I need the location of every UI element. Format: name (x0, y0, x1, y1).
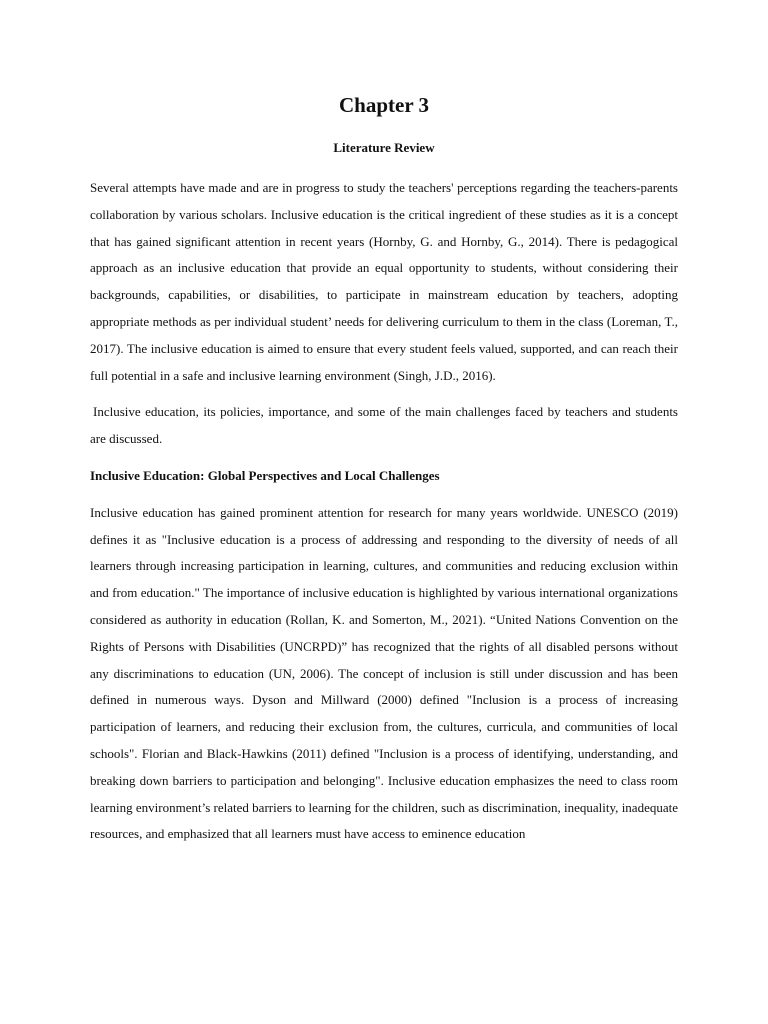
section-heading: Literature Review (333, 140, 435, 155)
document-page (90, 88, 678, 858)
chapter-title: Chapter 3 (338, 93, 430, 117)
subheading: Inclusive Education: Global Perspectives and Local Challenges (90, 467, 440, 483)
paragraph-intro: Several attempts have made and are in progress to study the teachers' perceptions regarding the teachers-parents collaboration by various scholars. Inclusive education is the critical ingredient of these studies as it is a concept that has gained significant attention in recent years (Hornby, G. and Hornby, G., 2014). There is pedagogical approach as an inclusive education that provide an equal opportunity to students, without considering their backgrounds, capabilities, or disabilities, to participate in mainstream education by teachers, adopting appropriate methods as per individual student’ needs for delivering curriculum to them in the class (Loreman, T., 2017). The inclusive education is aimed to ensure that every student feels valued, supported, and can reach their full potential in a safe and inclusive learning environment (Singh, J.D., 2016). (90, 180, 678, 383)
paragraph-body: Inclusive education has gained prominent attention for research for many years worldwide. UNESCO (2019) defines it as "Inclusive education is a process of addressing and responding to the diversity of needs of all learners through increasing participation in learning, cultures, and communities and reducing exclusion within and from education." The importance of inclusive education is highlighted by various international organizations considered as authority in education (Rollan, K. and Somerton, M., 2021). “United Nations Convention on the Rights of Persons with Disabilities (UNCRPD)” has recognized that the rights of all disabled persons without any discriminations to education (UN, 2006). The concept of inclusion is still under discussion and has been defined in numerous ways. Dyson and Millward (2000) defined "Inclusion is a process of increasing participation of learners, and reducing their exclusion from, the cultures, curricula, and communities of local schools". Florian and Black-Hawkins (2011) defined "Inclusion is a process of identifying, understanding, and breaking down barriers to participation and belonging". Inclusive education emphasizes the need to class room learning environment’s related barriers to learning for the children, such as discrimination, inequality, inadequate resources, and emphasized that all learners must have access to eminence education (90, 504, 678, 842)
paragraph-summary: Inclusive education, its policies, importance, and some of the main challenges faced by teachers and students are discussed. (90, 404, 678, 447)
